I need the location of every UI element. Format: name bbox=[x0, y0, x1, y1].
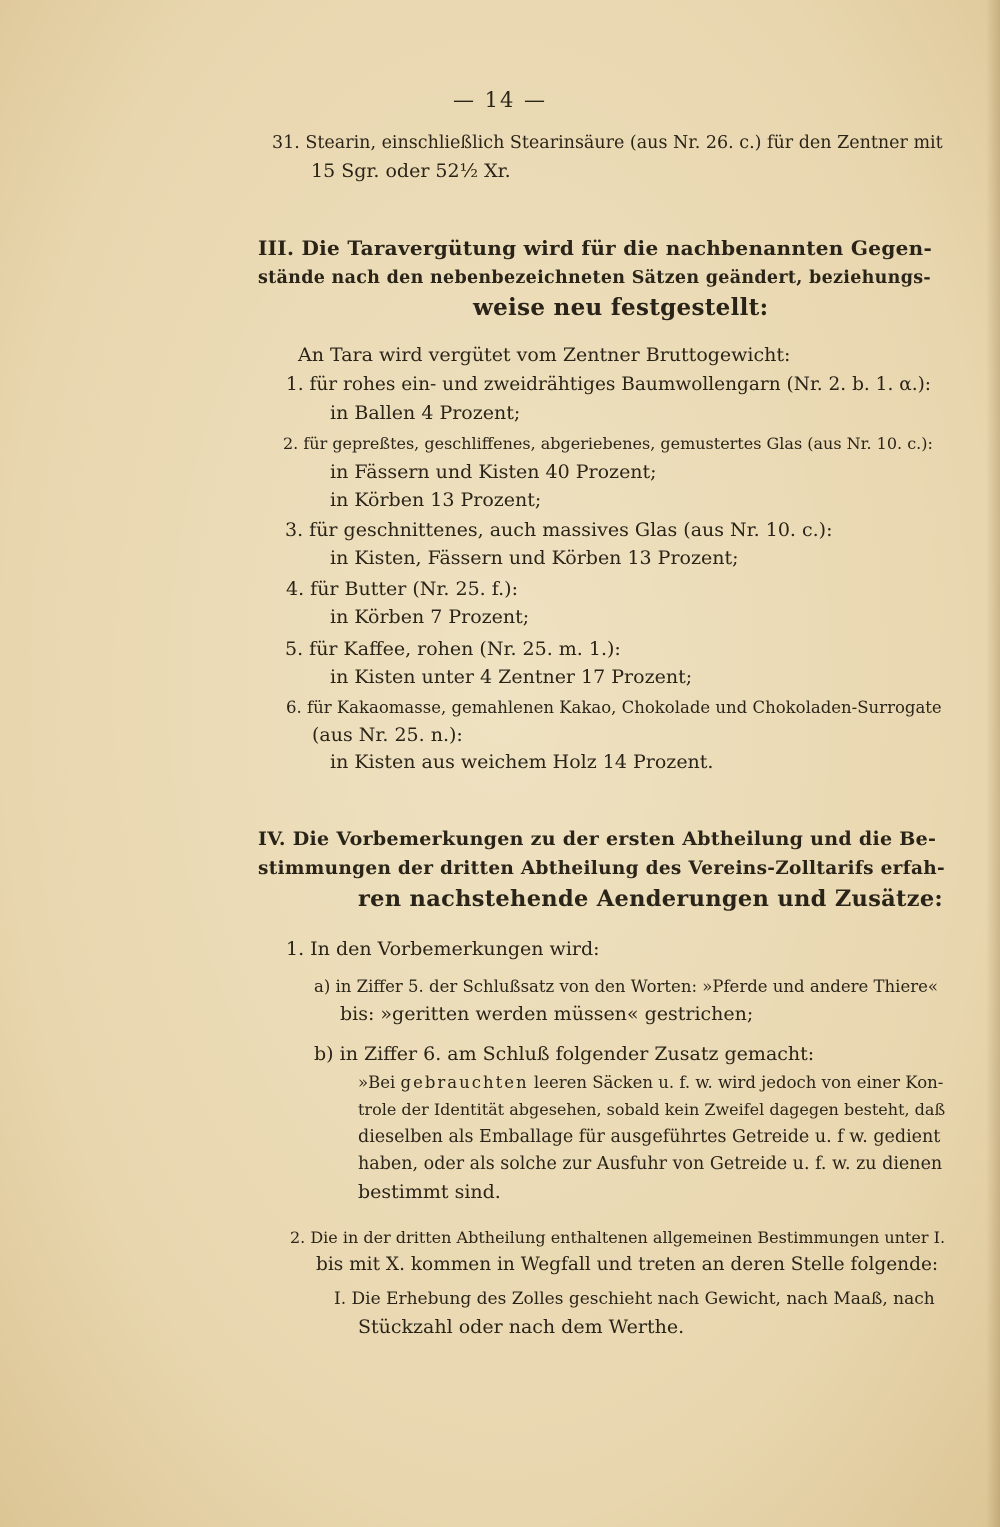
tara-item-1-line2: in Ballen 4 Prozent; bbox=[330, 402, 521, 424]
item-31-line2: 15 Sgr. oder 52½ Xr. bbox=[311, 160, 511, 182]
quote-line1-rest: leeren Säcken u. f. w. wird jedoch von einer Kon- bbox=[533, 1073, 944, 1092]
paragraph-1a-line2: bis: »geritten werden müssen« gestrichen; bbox=[340, 1003, 754, 1025]
quote-open: »Bei bbox=[358, 1073, 396, 1092]
paragraph-2-line2: bis mit X. kommen in Wegfall und treten an deren Stelle folgende: bbox=[316, 1254, 939, 1275]
page-number: — 14 — bbox=[452, 88, 548, 112]
section-3-heading-line2: stände nach den nebenbezeichneten Sätzen geändert, beziehungs- bbox=[258, 268, 931, 288]
quote-line2: trole der Identität abgesehen, sobald kein Zweifel dagegen besteht, daß bbox=[358, 1100, 946, 1119]
tara-item-6-line2: (aus Nr. 25. n.): bbox=[312, 724, 463, 746]
paragraph-1a-line1: a) in Ziffer 5. der Schlußsatz von den Worten: »Pferde und andere Thiere« bbox=[314, 977, 938, 996]
tara-item-1-line1: 1. für rohes ein- und zweidrähtiges Baumwollengarn (Nr. 2. b. 1. α.): bbox=[286, 374, 932, 395]
page-edge-shadow bbox=[986, 0, 1000, 1527]
quote-emphasis: gebrauchten bbox=[400, 1073, 529, 1092]
tara-item-3-line1: 3. für geschnittenes, auch massives Glas (aus Nr. 10. c.): bbox=[285, 519, 833, 541]
tara-item-5-line2: in Kisten unter 4 Zentner 17 Prozent; bbox=[330, 666, 693, 688]
paragraph-2-I-line2: Stückzahl oder nach dem Werthe. bbox=[358, 1316, 685, 1338]
tara-item-4-line1: 4. für Butter (Nr. 25. f.): bbox=[286, 578, 518, 600]
quote-line3: dieselben als Emballage für ausgeführtes Getreide u. f w. gedient bbox=[358, 1127, 941, 1147]
item-31-line1: 31. Stearin, einschließlich Stearinsäure (aus Nr. 26. c.) für den Zentner mit bbox=[272, 133, 943, 153]
section-4-heading-line3: ren nachstehende Aenderungen und Zusätze: bbox=[358, 886, 944, 912]
section-3-heading-line1: III. Die Taravergütung wird für die nachbenannten Gegen- bbox=[258, 236, 933, 260]
tara-item-3-line2: in Kisten, Fässern und Körben 13 Prozent; bbox=[330, 547, 739, 569]
paragraph-2-I-line1: I. Die Erhebung des Zolles geschieht nach Gewicht, nach Maaß, nach bbox=[334, 1289, 935, 1309]
tara-item-2-line2: in Fässern und Kisten 40 Prozent; bbox=[330, 461, 657, 483]
section-4-heading-line2: stimmungen der dritten Abtheilung des Vereins-Zolltarifs erfah- bbox=[258, 858, 945, 879]
tara-intro: An Tara wird vergütet vom Zentner Bruttogewicht: bbox=[298, 344, 791, 366]
section-4-heading-line1: IV. Die Vorbemerkungen zu der ersten Abtheilung und die Be- bbox=[258, 828, 937, 850]
tara-item-5-line1: 5. für Kaffee, rohen (Nr. 25. m. 1.): bbox=[285, 638, 621, 660]
paragraph-2-line1: 2. Die in der dritten Abtheilung enthaltenen allgemeinen Bestimmungen unter I. bbox=[290, 1228, 946, 1247]
quote-line1 bbox=[358, 1071, 943, 1095]
section-3-heading-line3: weise neu festgestellt: bbox=[473, 294, 769, 321]
quote-line5: bestimmt sind. bbox=[358, 1181, 501, 1203]
tara-item-6-line3: in Kisten aus weichem Holz 14 Prozent. bbox=[330, 751, 714, 773]
quote-line4: haben, oder als solche zur Ausfuhr von Getreide u. f. w. zu dienen bbox=[358, 1154, 943, 1174]
tara-item-6-line1: 6. für Kakaomasse, gemahlenen Kakao, Chokolade und Chokoladen-Surrogate bbox=[286, 698, 942, 717]
tara-item-2-line3: in Körben 13 Prozent; bbox=[330, 489, 542, 511]
tara-item-2-line1: 2. für gepreßtes, geschliffenes, abgeriebenes, gemustertes Glas (aus Nr. 10. c.): bbox=[283, 434, 933, 453]
tara-item-4-line2: in Körben 7 Prozent; bbox=[330, 606, 530, 628]
paragraph-1b-line1: b) in Ziffer 6. am Schluß folgender Zusatz gemacht: bbox=[314, 1043, 815, 1065]
paragraph-1-intro: 1. In den Vorbemerkungen wird: bbox=[286, 938, 600, 960]
